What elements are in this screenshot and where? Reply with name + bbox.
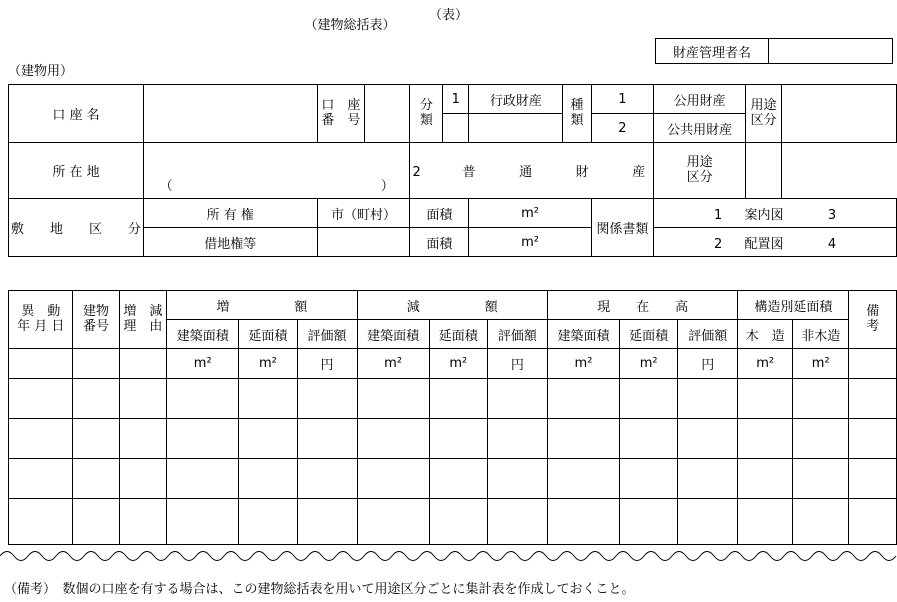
unit-dec-floor: m²: [429, 349, 487, 379]
kind-row2-number: 2: [591, 114, 653, 143]
col-cur-value: 評価額: [678, 320, 738, 349]
cell-nonwood[interactable]: [792, 499, 848, 545]
area-value-2[interactable]: [469, 228, 591, 257]
city-label: 市（町村）: [317, 199, 410, 228]
col-building-number: [73, 291, 119, 349]
cell-dec-floor[interactable]: [429, 419, 487, 459]
unit-cur-build: m²: [547, 349, 619, 379]
page-break-squiggle: [0, 545, 897, 567]
col-group-decrease: 減 額: [357, 291, 547, 320]
cell-cur-build[interactable]: [547, 419, 619, 459]
cell-nonwood[interactable]: [792, 419, 848, 459]
property-manager-box: [655, 38, 893, 64]
unit-row: [9, 349, 897, 379]
cell-wood[interactable]: [738, 459, 793, 499]
kind-row1-text: 公用財産: [654, 85, 746, 114]
location-label: 所 在 地: [9, 143, 144, 199]
location-close-paren: ）: [380, 179, 394, 194]
usage-label-1-line2: 区分: [750, 112, 777, 128]
docs-2-extra: 4: [827, 236, 837, 252]
docs-row-2: [654, 228, 897, 257]
table-row: [9, 499, 897, 545]
cell-cur-value[interactable]: [678, 379, 738, 419]
cell-dec-build[interactable]: [357, 459, 429, 499]
document-subtitle: （建物総括表）: [304, 18, 396, 33]
cell-nonwood[interactable]: [792, 459, 848, 499]
table-row: [9, 143, 897, 199]
cell-cur-floor[interactable]: [620, 379, 678, 419]
cell-inc-build[interactable]: [167, 419, 239, 459]
docs-2-number: 2: [713, 236, 723, 252]
kind-label: [563, 85, 591, 143]
unit-inc-floor: m²: [239, 349, 297, 379]
unit-nonwood: m²: [792, 349, 848, 379]
class-row1-sub-number: [443, 114, 469, 143]
cell-inc-value[interactable]: [297, 419, 357, 459]
docs-1-text: 案内図: [744, 207, 784, 223]
col-wood: 木 造: [738, 320, 793, 349]
cell-inc-floor[interactable]: [239, 419, 297, 459]
cell-inc-value[interactable]: [297, 499, 357, 545]
cell-remarks[interactable]: [849, 499, 897, 545]
col-change-reason-line2: 理 由: [123, 318, 163, 334]
cell-dec-floor[interactable]: [429, 379, 487, 419]
cell-dec-build[interactable]: [357, 419, 429, 459]
cell-building-number[interactable]: [73, 459, 119, 499]
col-inc-value: 評価額: [297, 320, 357, 349]
cell-reason[interactable]: [119, 419, 167, 459]
col-building-number-line2: 番号: [83, 318, 110, 334]
cell-cur-value[interactable]: [678, 419, 738, 459]
unit-inc-value: 円: [297, 349, 357, 379]
col-building-number-line1: 建物: [83, 304, 110, 320]
cell-wood[interactable]: [738, 379, 793, 419]
col-group-increase: 増 額: [167, 291, 357, 320]
class-row1-sub-text: [469, 114, 563, 143]
site-class-label: 敷 地 区 分: [9, 199, 144, 257]
docs-2-text: 配置図: [744, 236, 784, 252]
col-change-reason: [119, 291, 167, 349]
class-row1-number: 1: [443, 85, 469, 114]
cell-cur-floor[interactable]: [620, 499, 678, 545]
cell-inc-value[interactable]: [297, 459, 357, 499]
docs-row-1: [654, 199, 897, 228]
transaction-table: [8, 290, 897, 545]
related-docs-label: 関係書類: [591, 199, 653, 257]
cell-remarks[interactable]: [849, 379, 897, 419]
classification-row2: [410, 143, 654, 199]
cell-cur-build[interactable]: [547, 459, 619, 499]
leasehold-label: 借地権等: [144, 228, 318, 257]
account-number-label-line2: 番 号: [321, 112, 361, 128]
unit-reason: [119, 349, 167, 379]
table-row: [9, 379, 897, 419]
cell-inc-value[interactable]: [297, 379, 357, 419]
col-dec-value: 評価額: [487, 320, 547, 349]
location-value[interactable]: [144, 143, 410, 199]
property-manager-label: 財産管理者名: [656, 39, 769, 63]
unit-dec-value: 円: [487, 349, 547, 379]
classification-label: [410, 85, 443, 143]
area-value-1[interactable]: [469, 199, 591, 228]
cell-cur-build[interactable]: [547, 379, 619, 419]
cell-dec-floor[interactable]: [429, 459, 487, 499]
kind-row2-text: 公共用財産: [654, 114, 746, 143]
cell-building-number[interactable]: [73, 419, 119, 459]
cell-inc-floor[interactable]: [239, 379, 297, 419]
usage-division-value-1[interactable]: [781, 85, 896, 143]
cell-date[interactable]: [9, 459, 73, 499]
col-remarks-line2: 考: [866, 318, 880, 334]
footer-note: （備考） 数個の口座を有する場合は、この建物総括表を用いて用途区分ごとに集計表を作成しておくこと。: [4, 582, 635, 597]
docs-1-number: 1: [713, 207, 723, 223]
col-cur-floor-area: 延面積: [620, 320, 678, 349]
cell-dec-value[interactable]: [487, 379, 547, 419]
usage-label-2-line1: 用途: [686, 155, 713, 171]
building-use-note: （建物用）: [8, 64, 74, 79]
account-number-value[interactable]: [365, 85, 410, 143]
unit-cur-value: 円: [678, 349, 738, 379]
cell-dec-value[interactable]: [487, 419, 547, 459]
unit-date: [9, 349, 73, 379]
cell-dec-value[interactable]: [487, 499, 547, 545]
cell-nonwood[interactable]: [792, 379, 848, 419]
col-change-reason-line1: 増 減: [123, 304, 163, 320]
usage-division-value-2[interactable]: [746, 143, 781, 199]
cell-remarks[interactable]: [849, 459, 897, 499]
col-change-date-line1: 異 動: [21, 304, 61, 320]
area-unit-2: m²: [521, 234, 540, 250]
classification-label-line2: 類: [419, 112, 433, 128]
col-remarks: [849, 291, 897, 349]
summary-upper-table: [8, 84, 897, 257]
leasehold-city-value[interactable]: [317, 228, 410, 257]
area-label-1: 面積: [410, 199, 469, 228]
table-row: [9, 419, 897, 459]
classification-label-line1: 分: [419, 98, 433, 114]
col-change-date-line2: 年 月 日: [17, 318, 65, 334]
cell-cur-floor[interactable]: [620, 419, 678, 459]
unit-inc-build: m²: [167, 349, 239, 379]
cell-inc-build[interactable]: [167, 459, 239, 499]
property-manager-value[interactable]: [769, 39, 892, 63]
account-number-label: [317, 85, 365, 143]
col-nonwood: 非木造: [792, 320, 848, 349]
cell-dec-value[interactable]: [487, 459, 547, 499]
cell-wood[interactable]: [738, 419, 793, 459]
page-top-label: （表）: [428, 8, 468, 23]
cell-inc-build[interactable]: [167, 499, 239, 545]
cell-cur-build[interactable]: [547, 499, 619, 545]
unit-wood: m²: [738, 349, 793, 379]
col-remarks-line1: 備: [866, 304, 880, 320]
unit-cur-floor: m²: [620, 349, 678, 379]
col-cur-build-area: 建築面積: [547, 320, 619, 349]
table-header-row: [9, 291, 897, 320]
col-group-structure: 構造別延面積: [738, 291, 849, 320]
usage-label-1-line1: 用途: [750, 98, 777, 114]
cell-dec-build[interactable]: [357, 499, 429, 545]
cell-wood[interactable]: [738, 499, 793, 545]
col-inc-build-area: 建築面積: [167, 320, 239, 349]
kind-row1-number: 1: [591, 85, 653, 114]
cell-building-number[interactable]: [73, 379, 119, 419]
cell-cur-value[interactable]: [678, 499, 738, 545]
location-open-paren: （: [159, 179, 173, 194]
col-group-current: 現 在 高: [547, 291, 737, 320]
ownership-label: 所 有 権: [144, 199, 318, 228]
area-label-2: 面積: [410, 228, 469, 257]
unit-dec-build: m²: [357, 349, 429, 379]
cell-date[interactable]: [9, 379, 73, 419]
class-row2-number: 2: [412, 165, 427, 180]
cell-inc-floor[interactable]: [239, 499, 297, 545]
table-row: [9, 459, 897, 499]
class-row1-text: 行政財産: [469, 85, 563, 114]
cell-dec-build[interactable]: [357, 379, 429, 419]
col-change-date: [9, 291, 73, 349]
cell-cur-floor[interactable]: [620, 459, 678, 499]
cell-reason[interactable]: [119, 459, 167, 499]
cell-date[interactable]: [9, 499, 73, 545]
table-row: [9, 85, 897, 114]
usage-division-label-1: [746, 85, 781, 143]
cell-dec-floor[interactable]: [429, 499, 487, 545]
unit-building-number: [73, 349, 119, 379]
area-unit-1: m²: [521, 205, 540, 221]
col-dec-build-area: 建築面積: [357, 320, 429, 349]
cell-remarks[interactable]: [849, 419, 897, 459]
cell-inc-build[interactable]: [167, 379, 239, 419]
docs-1-extra: 3: [827, 207, 837, 223]
account-name-value[interactable]: [144, 85, 318, 143]
col-dec-floor-area: 延面積: [429, 320, 487, 349]
cell-cur-value[interactable]: [678, 459, 738, 499]
unit-remarks: [849, 349, 897, 379]
cell-reason[interactable]: [119, 379, 167, 419]
table-row: [9, 199, 897, 228]
cell-reason[interactable]: [119, 499, 167, 545]
col-inc-floor-area: 延面積: [239, 320, 297, 349]
cell-date[interactable]: [9, 419, 73, 459]
cell-inc-floor[interactable]: [239, 459, 297, 499]
account-number-label-line1: 口 座: [321, 98, 361, 114]
account-name-label: 口 座 名: [9, 85, 144, 143]
kind-label-line2: 類: [570, 112, 584, 128]
class-row2-text: 普 通 財 産: [462, 165, 652, 180]
usage-division-label-2: [654, 143, 746, 199]
usage-label-2-line2: 区分: [686, 169, 713, 185]
cell-building-number[interactable]: [73, 499, 119, 545]
kind-label-line1: 種: [570, 98, 584, 114]
